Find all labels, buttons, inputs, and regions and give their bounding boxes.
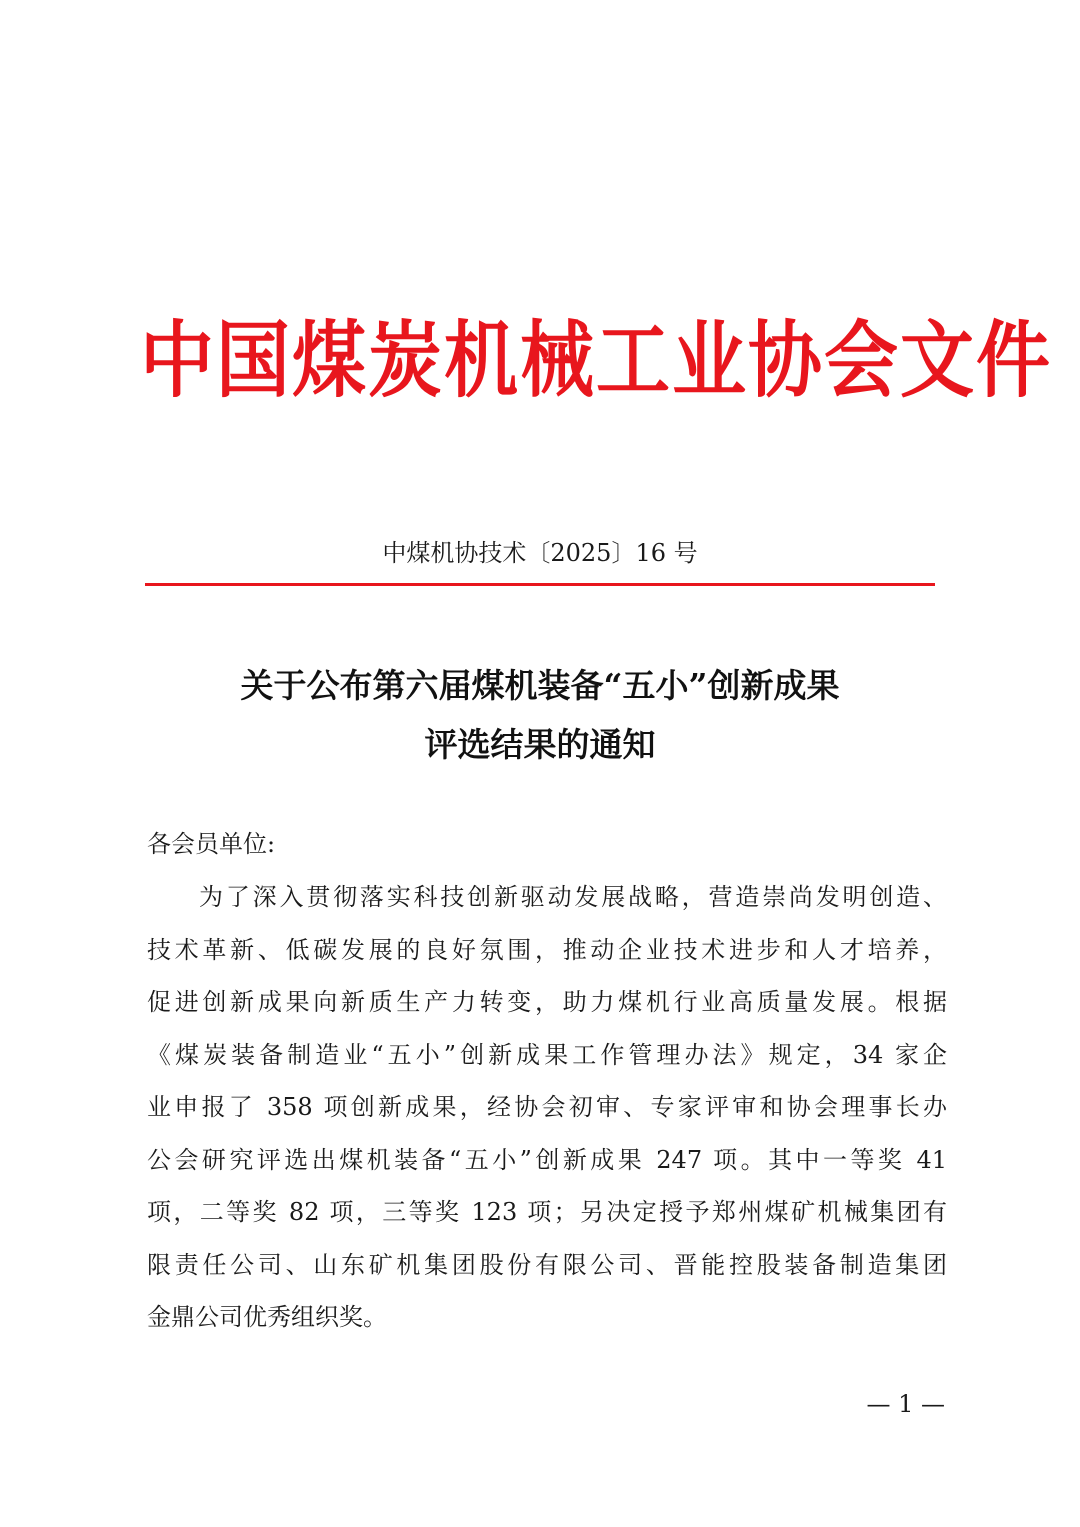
body-line: 公会研究评选出煤机装备“五小”创新成果 247 项。其中一等奖 41 xyxy=(147,1145,947,1174)
red-divider-line xyxy=(145,583,935,586)
body-line: 技术革新、低碳发展的良好氛围，推动企业技术进步和人才培养， xyxy=(147,935,947,964)
notice-title-line-2: 评选结果的通知 xyxy=(424,725,656,764)
body-line: 为了深入贯彻落实科技创新驱动发展战略，营造崇尚发明创造、 xyxy=(199,883,947,911)
document-number: 中煤机协技术〔2025〕16 号 xyxy=(382,539,698,567)
body-line: 限责任公司、山东矿机集团股份有限公司、晋能控股装备制造集团 xyxy=(147,1250,947,1279)
body-line: 金鼎公司优秀组织奖。 xyxy=(147,1303,387,1331)
page-number: — 1 — xyxy=(866,1390,945,1418)
notice-title-line-1: 关于公布第六届煤机装备“五小”创新成果 xyxy=(240,666,840,705)
body-line: 业申报了 358 项创新成果，经协会初审、专家评审和协会理事长办 xyxy=(147,1093,947,1121)
body-line: 促进创新成果向新质生产力转变，助力煤机行业高质量发展。根据 xyxy=(147,988,947,1016)
body-line: 《煤炭装备制造业“五小”创新成果工作管理办法》规定，34 家企 xyxy=(147,1040,947,1069)
salutation: 各会员单位: xyxy=(147,830,276,858)
body-paragraph xyxy=(147,875,947,1348)
letterhead-title: 中国煤炭机械工业协会文件 xyxy=(140,312,1052,410)
notice-title xyxy=(140,656,940,774)
body-line: 项，二等奖 82 项，三等奖 123 项；另决定授予郑州煤矿机械集团有 xyxy=(147,1198,947,1226)
